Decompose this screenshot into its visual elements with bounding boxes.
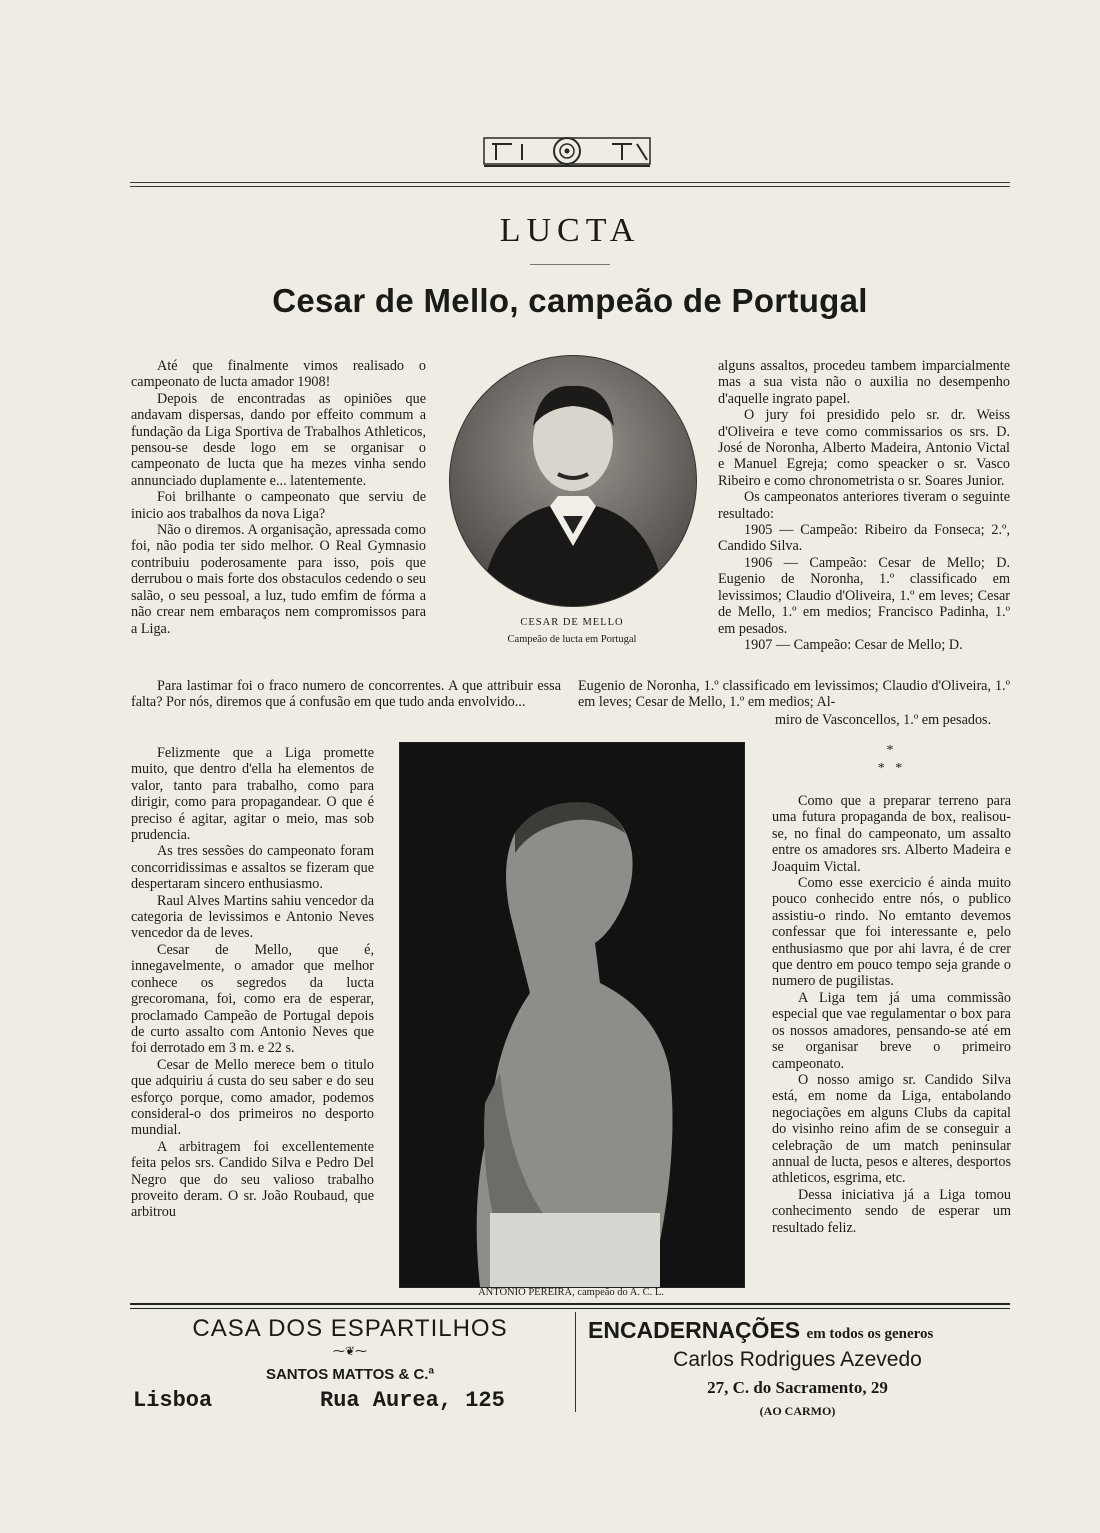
section-divider [530, 264, 610, 265]
separator-star-top: * [886, 743, 894, 758]
ad-left-ornament: ⁓❦⁓ [332, 1344, 368, 1358]
column-3-top [718, 358, 1010, 653]
paragraph: Como esse exercicio é ainda muito pouco conhecido entre nós, o publico assistiu-o rindo. No emtanto devemos confessar que foi interessante e, pelo enthusiasmo que por ahi lavra, é de crer que dentro em pouco tempo seja grande o numero de pugilistas. [772, 875, 1011, 990]
ad-left-title: CASA DOS ESPARTILHOS [192, 1315, 508, 1342]
masthead-logo [482, 130, 652, 172]
column-3-bottom [772, 793, 1011, 1236]
paragraph: Eugenio de Noronha, 1.º classificado em levissimos; Claudio d'Oliveira, 1.º em leves; Cesar de Mello, 1.º em medios; Al- [578, 678, 1010, 711]
top-rule [130, 182, 1010, 183]
column-1-bottom [131, 745, 374, 1221]
ad-left-city: Lisboa [133, 1388, 213, 1413]
portrait-caption-subtitle: Campeão de lucta em Portugal [507, 634, 637, 645]
paragraph: Dessa iniciativa já a Liga tomou conhecimento sendo de esperar um resultado feliz. [772, 1186, 1011, 1236]
photo-antonio-pereira [399, 742, 745, 1288]
paragraph: O nosso amigo sr. Candido Silva está, em nome da Liga, entabolando negociações em alguns Clubs da capital do visinho reino afim de se conseguir a celebração de um match peninsular annual de lucta, pesos e alteres, desportos athleticos, esgrima, etc. [772, 1071, 1011, 1187]
paragraph: Cesar de Mello, que é, innegavelmente, o amador que melhor conhece os segredos da lucta grecoromana, foi, como era de esperar, proclamado Campeão de Portugal depois de curto assalto com Antonio Neves que foi derrotado em 3 m. e 22 s. [131, 941, 374, 1057]
paragraph: Cesar de Mello merece bem o titulo que adquiriu á custa do seu saber e do seu esforço porque, como amador, podemos consideral-o dos primeiros no desporto mundial. [131, 1056, 374, 1139]
wide-paragraph-right [578, 678, 1010, 711]
column-1-top [131, 358, 426, 637]
paragraph: Depois de encontradas as opiniões que andavam dispersas, dando por effeito commum a fundação da Liga Sportiva de Trabalhos Athleticos, pensou-se desde logo em se organisar o campeonato de lucta que ha mezes vinha sendo annunciado duplamente e... latentemente. [131, 390, 426, 489]
ad-left-company: SANTOS MATTOS & C.ª [265, 1366, 435, 1383]
paragraph: miro de Vasconcellos, 1.º em pesados. [775, 712, 992, 728]
paragraph: 1905 — Campeão: Ribeiro da Fonseca; 2.º, Candido Silva. [718, 522, 1010, 555]
ad-right-subtitle: (AO CARMO) [759, 1404, 836, 1418]
paragraph: alguns assaltos, procedeu tambem imparcialmente mas a sua vista não o auxilia no desempenho d'aquelle ingrato papel. [718, 358, 1010, 407]
paragraph: A arbitragem foi excellentemente feita pelos srs. Candido Silva e Pedro Del Negro que do seu valioso trabalho proveito deram. O sr. João Roubaud, que arbitrou [131, 1138, 374, 1221]
paragraph: Como que a preparar terreno para uma futura propaganda de box, realisou-se, no final do campeonato, um assalto entre os amadores srs. Alberto Madeira e Joaquim Victal. [772, 793, 1011, 875]
paragraph: A Liga tem já uma commissão especial que vae regulamentar o box para os nossos amadores, pensando-se até em se organisar breve o primeiro campeonato. [772, 989, 1011, 1072]
line-1907-end [775, 712, 1010, 728]
ad-right-name: Carlos Rodrigues Azevedo [673, 1348, 922, 1371]
top-rule-thin [130, 186, 1010, 187]
paragraph: O jury foi presidido pelo sr. dr. Weiss d'Oliveira e teve como commissarios os srs. D. José de Noronha, Alberto Madeira, Antonio Victal e Manuel Egreja; como speacker o sr. Vasco Ribeiro e como chronometrista o sr. Soares Junior. [718, 407, 1010, 489]
ad-right-title [588, 1317, 933, 1344]
paragraph: Raul Alves Martins sahiu vencedor da categoria de levissimos e Antonio Neves vencedor da de leves. [131, 892, 374, 942]
bottom-rule [130, 1303, 1010, 1305]
photo-caption: ANTONIO PEREIRA, campeão do A. C. L. [478, 1287, 664, 1298]
ad-left-street: Rua Aurea, 125 [320, 1388, 505, 1413]
wide-paragraph-left [131, 678, 561, 711]
section-title: LUCTA [499, 212, 641, 249]
separator-stars-bottom: * * [877, 761, 903, 776]
article-headline: Cesar de Mello, campeão de Portugal [272, 282, 868, 319]
paragraph: 1907 — Campeão: Cesar de Mello; D. [744, 636, 963, 653]
portrait-caption-name: CESAR DE MELLO [520, 617, 624, 628]
ad-right-title-main: ENCADERNAÇÕES [588, 1317, 801, 1343]
portrait-cesar-de-mello [449, 355, 697, 607]
paragraph: 1906 — Campeão: Cesar de Mello; D. Eugenio de Noronha, 1.º classificado em levissimos; Claudio d'Oliveira, 1.º em leves; Cesar de Mello, 1.º em medios; Francisco Padinha, 1.º em pesados. [718, 554, 1010, 637]
paragraph: Felizmente que a Liga promette muito, que dentro d'ella ha elementos de valor, tanto para trabalho, como para dirigir, como para propagandear. O que é preciso é agitar, agitar o meio, mas sob prudencia. [131, 745, 374, 844]
paragraph: Para lastimar foi o fraco numero de concorrentes. A que attribuir essa falta? Por nós, diremos que á confusão em que tudo anda envolvido... [131, 678, 561, 711]
paragraph: Até que finalmente vimos realisado o campeonato de lucta amador 1908! [131, 358, 426, 391]
ad-right-address: 27, C. do Sacramento, 29 [707, 1378, 888, 1397]
paragraph: Os campeonatos anteriores tiveram o seguinte resultado: [718, 489, 1010, 522]
ad-right-title-tail: em todos os generos [806, 1326, 934, 1342]
paragraph: As tres sessões do campeonato foram concorridissimas e assaltos se fizeram que despertaram sincero enthusiasmo. [131, 843, 374, 893]
paragraph: Foi brilhante o campeonato que serviu de inicio aos trabalhos da nova Liga? [131, 489, 426, 522]
bottom-rule-thin [130, 1308, 1010, 1309]
ad-divider [575, 1312, 576, 1412]
paragraph: Não o diremos. A organisação, apressada como foi, não podia ter sido melhor. O Real Gymnasio contribuiu poderosamente para isso, pois que derrubou o mais forte dos obstaculos cedendo o seu salão, o seu pessoal, a luz, tudo emfim de fórma a não crear nem embaraços nem compromissos para a Liga. [131, 522, 426, 637]
